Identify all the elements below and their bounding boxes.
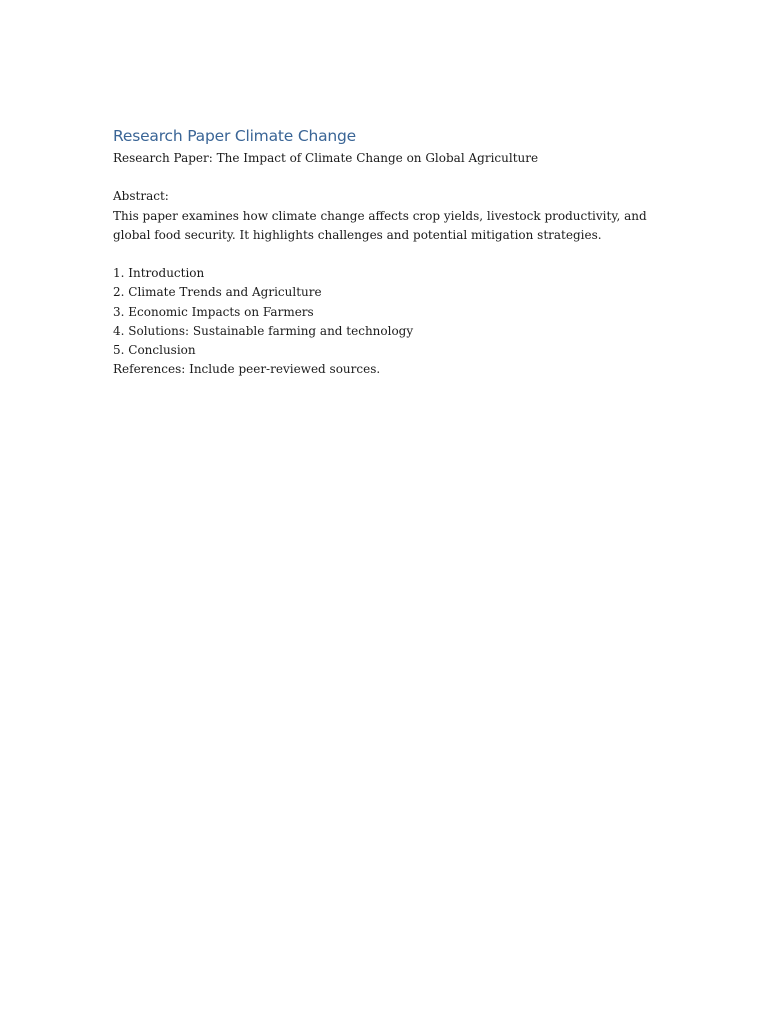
outline-item: 3. Economic Impacts on Farmers <box>113 304 314 319</box>
paper-subtitle: Research Paper: The Impact of Climate Change on Global Agriculture <box>113 151 539 165</box>
blank-line <box>113 245 653 264</box>
outline-item: 2. Climate Trends and Agriculture <box>113 285 322 300</box>
document-content <box>113 124 653 379</box>
outline-item: 5. Conclusion <box>113 343 196 357</box>
abstract-text: This paper examines how climate change affects crop yields, livestock productivity, and global food security. It highlights challenges and potential mitigation strategies. <box>113 208 647 242</box>
abstract-label: Abstract: <box>113 189 169 204</box>
outline-item: 4. Solutions: Sustainable farming and technology <box>113 323 414 338</box>
document-title: Research Paper Climate Change <box>113 127 356 145</box>
references-line: References: Include peer-reviewed sources. <box>113 362 381 377</box>
outline-list <box>113 264 653 360</box>
outline-item: 1. Introduction <box>113 266 205 281</box>
blank-line <box>113 168 653 187</box>
